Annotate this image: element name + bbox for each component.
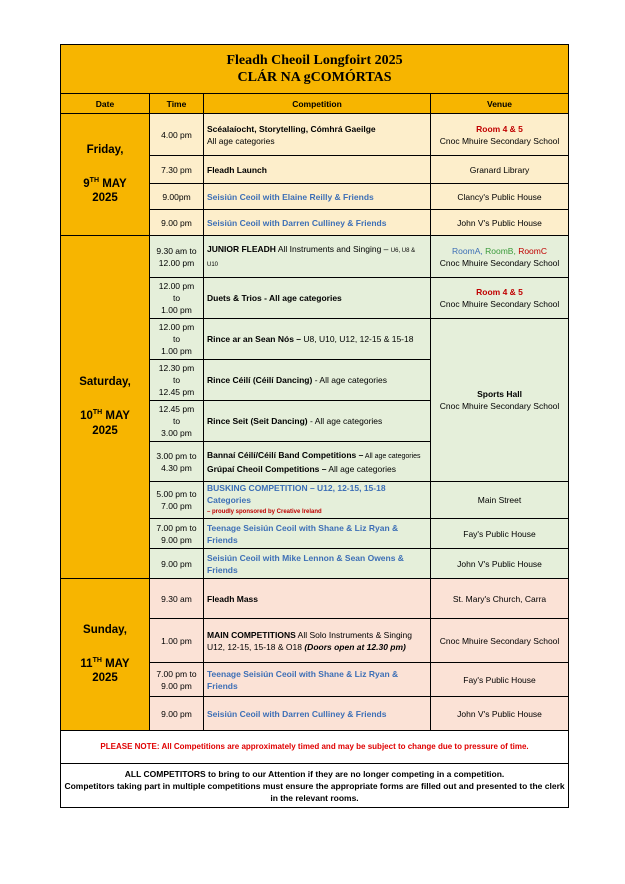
time-cell: 12.00 pm to 1.00 pm [150, 278, 204, 319]
competition-cell: Duets & Trios - All age categories [204, 278, 431, 319]
footer-line2: Competitors taking part in multiple competitions must ensure the appropriate forms are filled out and presented to the clerk in the relevant rooms. [64, 780, 565, 803]
saturday-date: 10TH MAY [80, 409, 130, 422]
competition-cell: Seisiún Ceoil with Mike Lennon & Sean Owens & Friends [204, 549, 431, 579]
time-cell: 9.00 pm [150, 210, 204, 236]
please-note: PLEASE NOTE: All Competitions are approximately timed and may be subject to change due to pressure of time. [61, 731, 569, 764]
competition-cell: Seisiún Ceoil with Elaine Reilly & Friends [204, 184, 431, 210]
time-cell: 7.00 pm to 9.00 pm [150, 663, 204, 697]
venue-cell: John V's Public House [431, 549, 569, 579]
saturday-date-cell [61, 236, 150, 579]
competition-cell: Seisiún Ceoil with Darren Culliney & Friends [204, 210, 431, 236]
competition-cell: Scéalaíocht, Storytelling, Cómhrá Gaeilge All age categories [204, 114, 431, 156]
competition-cell: Bannaí Céilí/Céilí Band Competitions – All age categories Grúpaí Cheoil Competitions – All age categories [204, 442, 431, 482]
header-venue: Venue [431, 94, 569, 114]
venue-cell: Main Street [431, 482, 569, 519]
time-cell: 9.00 pm [150, 697, 204, 731]
venue-cell: Clancy's Public House [431, 184, 569, 210]
competition-cell: Fleadh Launch [204, 156, 431, 184]
competition-cell: Rince ar an Sean Nós – U8, U10, U12, 12-15 & 15-18 [204, 319, 431, 360]
venue-cell: Granard Library [431, 156, 569, 184]
venue-cell: St. Mary's Church, Carra [431, 579, 569, 619]
sunday-day: Sunday, [83, 623, 127, 636]
time-cell: 7.30 pm [150, 156, 204, 184]
time-cell: 9.00 pm [150, 549, 204, 579]
time-cell: 5.00 pm to 7.00 pm [150, 482, 204, 519]
venue-cell: Fay's Public House [431, 519, 569, 549]
competition-cell: Rince Seit (Seit Dancing) - All age categories [204, 401, 431, 442]
friday-date: 9TH MAY [83, 176, 127, 190]
sunday-date-cell [61, 579, 150, 731]
header-time: Time [150, 94, 204, 114]
sunday-year: 2025 [92, 672, 118, 685]
competition-cell: Seisiún Ceoil with Darren Culliney & Friends [204, 697, 431, 731]
competition-cell: Teenage Seisiún Ceoil with Shane & Liz Ryan & Friends [204, 663, 431, 697]
time-cell: 9.30 am to 12.00 pm [150, 236, 204, 278]
friday-year: 2025 [92, 192, 118, 205]
venue-cell: RoomA, RoomB, RoomC Cnoc Mhuire Secondary School [431, 236, 569, 278]
venue-cell: John V's Public House [431, 697, 569, 731]
header-competition: Competition [204, 94, 431, 114]
friday-date-cell [61, 114, 150, 236]
time-cell: 3.00 pm to 4.30 pm [150, 442, 204, 482]
time-cell: 12.45 pm to 3.00 pm [150, 401, 204, 442]
header-date: Date [61, 94, 150, 114]
saturday-day: Saturday, [79, 376, 131, 389]
page-title [61, 45, 569, 94]
friday-day: Friday, [86, 143, 124, 156]
time-cell: 12.00 pm to 1.00 pm [150, 319, 204, 360]
competition-cell: Fleadh Mass [204, 579, 431, 619]
time-cell: 7.00 pm to 9.00 pm [150, 519, 204, 549]
footer-line1: ALL COMPETITORS to bring to our Attention if they are no longer competing in a competition. [124, 768, 505, 779]
venue-cell: Fay's Public House [431, 663, 569, 697]
venue-cell: Room 4 & 5 Cnoc Mhuire Secondary School [431, 278, 569, 319]
sports-hall-venue-cell: Sports Hall Cnoc Mhuire Secondary School [431, 319, 569, 482]
time-cell: 1.00 pm [150, 619, 204, 663]
title-line1: Fleadh Cheoil Longfoirt 2025 [226, 53, 403, 68]
venue-cell: John V's Public House [431, 210, 569, 236]
competition-cell: JUNIOR FLEADH All Instruments and Singing – U6, U8 & U10 [204, 236, 431, 278]
competition-cell: Teenage Seisiún Ceoil with Shane & Liz Ryan & Friends [204, 519, 431, 549]
competition-cell: MAIN COMPETITIONS All Solo Instruments & Singing U12, 12-15, 15-18 & O18 (Doors open at 12.30 pm) [204, 619, 431, 663]
competition-cell: Rince Céilí (Céilí Dancing) - All age categories [204, 360, 431, 401]
saturday-year: 2025 [92, 424, 118, 437]
title-line2: CLÁR NA gCOMÓRTAS [237, 70, 392, 85]
schedule-table [60, 44, 569, 808]
sunday-date: 11TH MAY [80, 656, 130, 670]
competition-cell: BUSKING COMPETITION – U12, 12-15, 15-18 Categories – proudly sponsored by Creative Ireland [204, 482, 431, 519]
time-cell: 9.00pm [150, 184, 204, 210]
venue-cell: Room 4 & 5 Cnoc Mhuire Secondary School [431, 114, 569, 156]
footer-notice [61, 764, 569, 808]
venue-cell: Cnoc Mhuire Secondary School [431, 619, 569, 663]
time-cell: 4.00 pm [150, 114, 204, 156]
time-cell: 12.30 pm to 12.45 pm [150, 360, 204, 401]
time-cell: 9.30 am [150, 579, 204, 619]
